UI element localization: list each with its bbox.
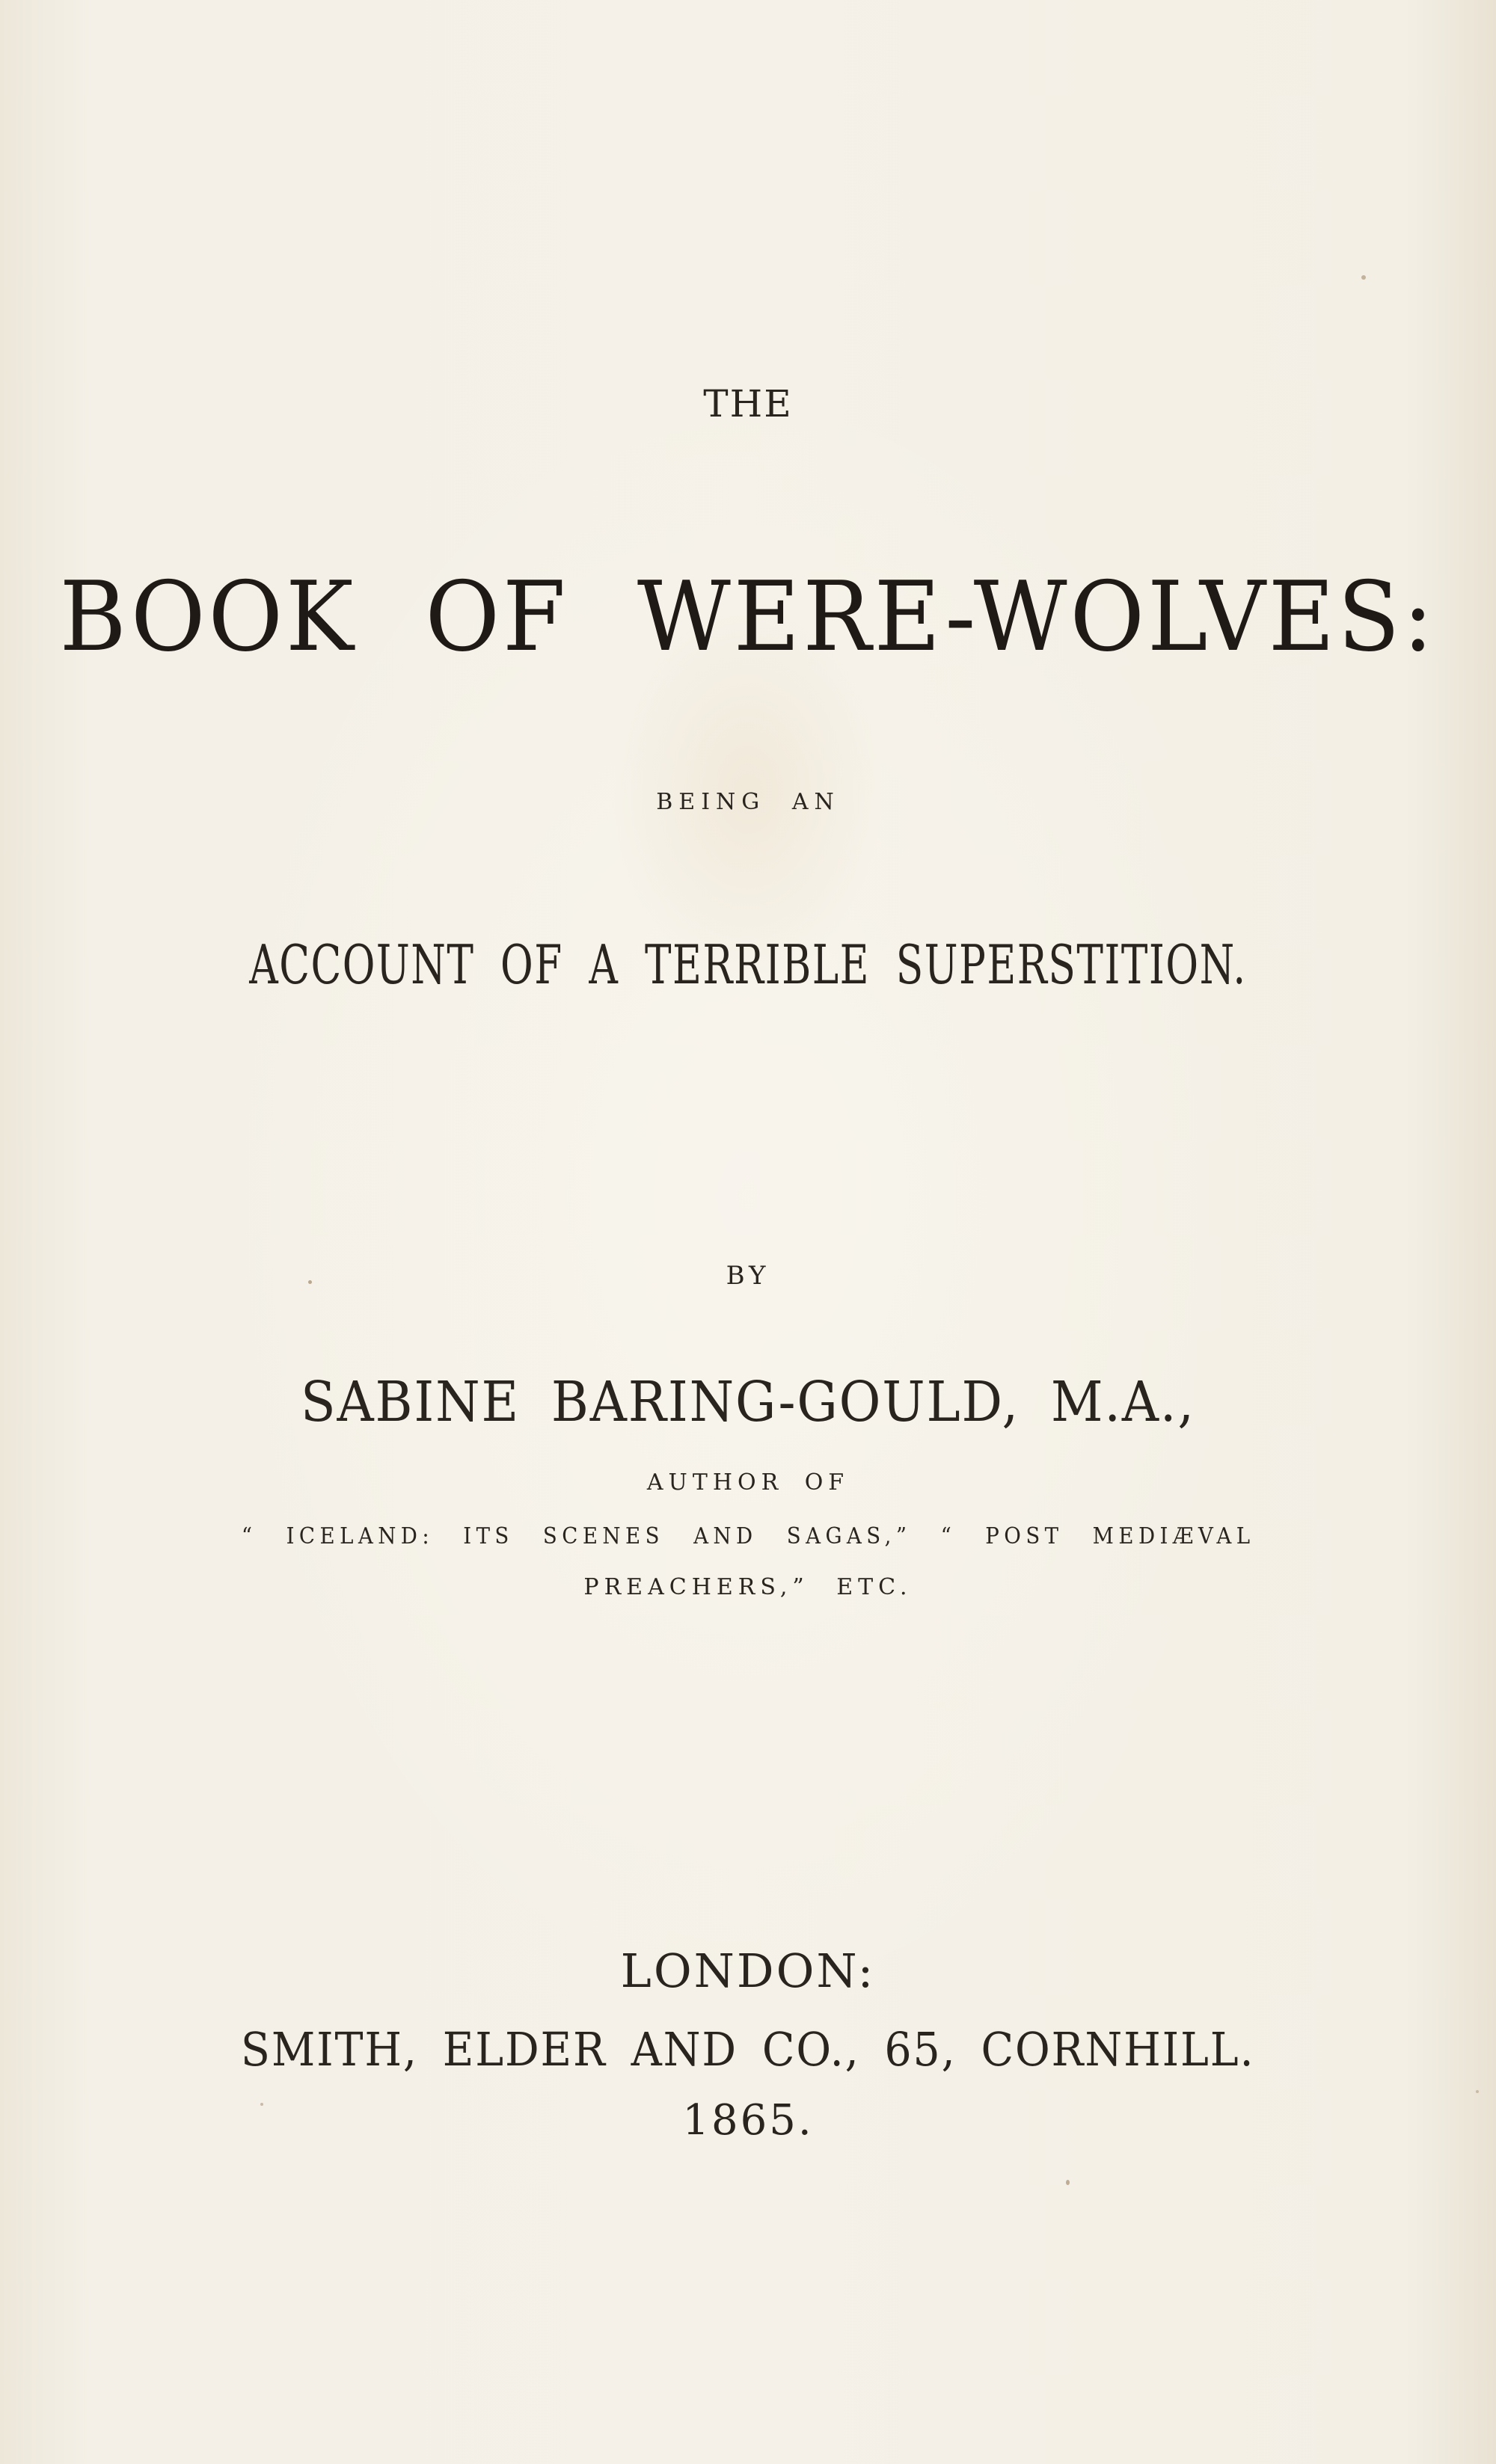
foxing-speck [260, 2103, 263, 2106]
byline-label-text: BY [726, 1261, 770, 1291]
publication-place [0, 1944, 1496, 1998]
publication-year [0, 2096, 1496, 2145]
book-title-text: BOOK OF WERE-WOLVES: [59, 562, 1437, 673]
foxing-speck [1476, 2090, 1479, 2093]
previous-works-line-1 [0, 1523, 1496, 1549]
publication-place-text: LONDON: [620, 1944, 876, 1998]
author-of-text: AUTHOR OF [646, 1469, 850, 1496]
author-of-label [0, 1469, 1496, 1496]
title-connector [0, 791, 1496, 814]
title-article-text: THE [703, 382, 793, 425]
publisher-imprint-text: SMITH, ELDER AND CO., 65, CORNHILL. [241, 2022, 1255, 2077]
byline-label [0, 1261, 1496, 1291]
book-title [0, 562, 1496, 673]
publication-year-text: 1865. [682, 2096, 814, 2145]
book-subtitle-text: ACCOUNT OF A TERRIBLE SUPERSTITION. [249, 933, 1247, 996]
previous-works-line-1-text: “ ICELAND: ITS SCENES AND SAGAS,” “ POST MEDIÆVAL [241, 1523, 1255, 1549]
previous-works-line-2-text: PREACHERS,” ETC. [583, 1574, 913, 1600]
title-connector-text: BEING AN [656, 789, 840, 815]
foxing-speck [308, 1280, 312, 1284]
title-article [0, 382, 1496, 425]
author-name [0, 1370, 1496, 1434]
author-name-text: SABINE BARING-GOULD, M.A., [301, 1370, 1195, 1434]
foxing-speck [1066, 2180, 1070, 2185]
book-subtitle [0, 933, 1496, 996]
publisher-imprint [0, 2022, 1496, 2077]
previous-works-line-2 [0, 1576, 1496, 1599]
foxing-speck [1361, 275, 1366, 280]
